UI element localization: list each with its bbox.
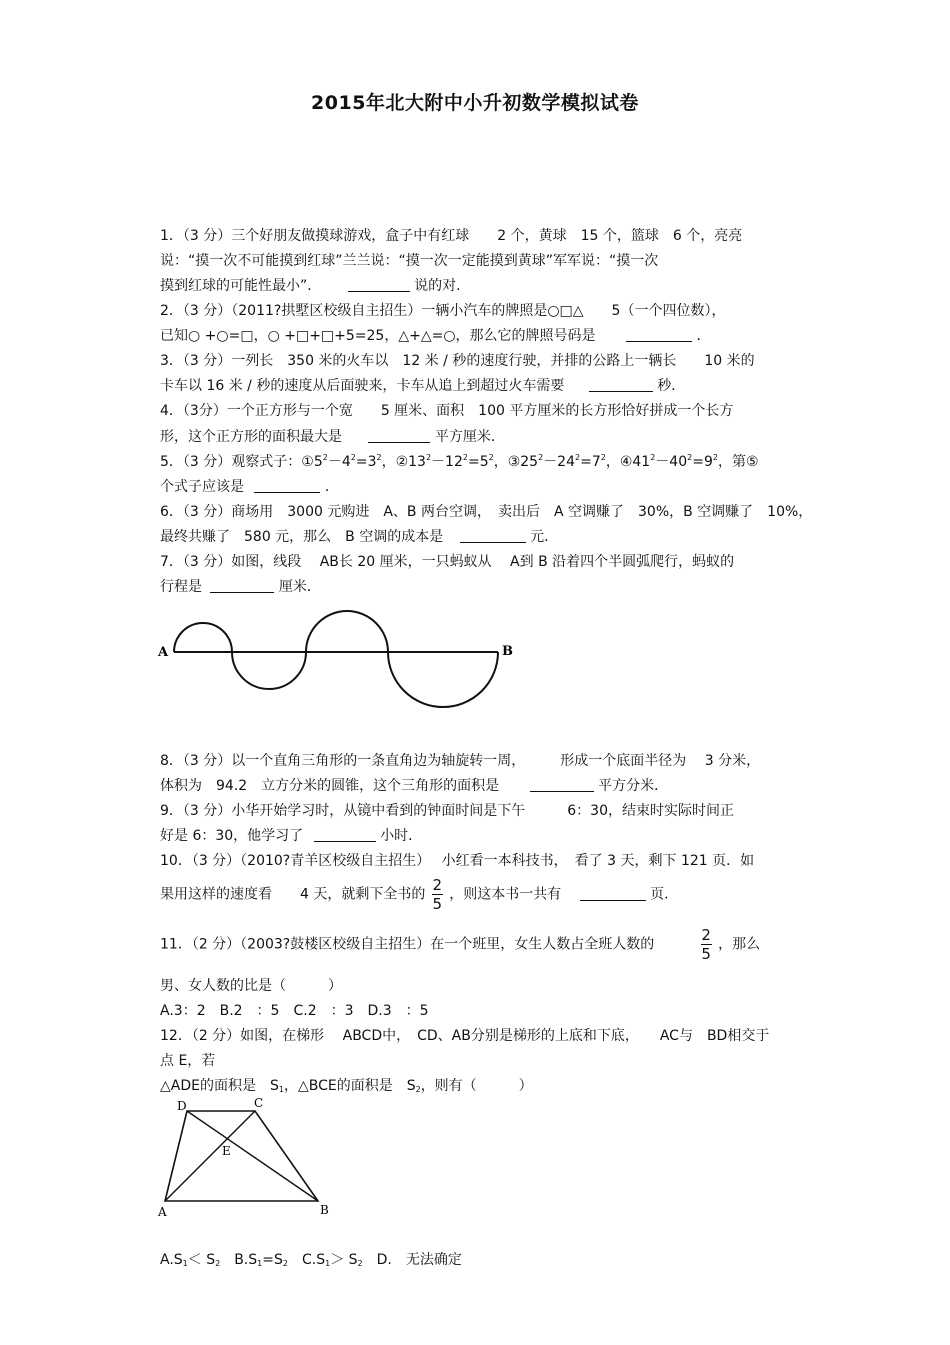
q12-option-part: A.S — [160, 1252, 183, 1268]
q4-line-2 — [160, 428, 505, 446]
q5-exp: 2 — [322, 453, 328, 462]
q9-line-1: 9．（3 分）小华开始学习时，从镜中看到的钟面时间是下午 6：30，结束时实际时间正 — [160, 803, 734, 819]
q5-expr-2b: －12 — [431, 454, 463, 470]
q6-answer-blank[interactable] — [460, 528, 526, 543]
q5-exp: 2 — [712, 453, 718, 462]
fraction-two-fifths — [701, 927, 712, 962]
q11-line-2: 男、女人数的比是（ ） — [160, 978, 342, 994]
q12-option-part: D. 无法确定 — [362, 1252, 462, 1268]
q2-line-2-text: 已知○ +○=□，○ +□+□+5=25，△+△=○，那么它的牌照号码是 — [160, 328, 596, 344]
q12-option-part: =S — [262, 1252, 283, 1268]
q5-exp: 2 — [350, 453, 356, 462]
q5-expr-4a: ，④41 — [605, 454, 651, 470]
arc-2 — [232, 652, 306, 689]
trapezoid-diagram — [150, 1095, 340, 1225]
q5-exp: 2 — [376, 453, 382, 462]
q10-line-2-text: 果用这样的速度看 4 天，就剩下全书的 — [160, 886, 426, 903]
fraction-two-fifths — [432, 877, 443, 912]
q3-line-2 — [160, 377, 685, 395]
q12-option-part: C.S — [287, 1252, 326, 1268]
q4-line-2-end: 平方厘米． — [434, 429, 505, 445]
diagonal-bd — [187, 1111, 318, 1201]
q5-expr-3b: －24 — [543, 454, 575, 470]
q5-line-2-text: 个式子应该是 — [160, 479, 244, 495]
q3-answer-blank[interactable] — [589, 377, 653, 392]
q5-answer-blank[interactable] — [254, 478, 320, 493]
q5-line-2-end: ． — [324, 479, 339, 495]
q7-line-2-end: 厘米． — [278, 579, 321, 595]
q10-line-2-end: 页． — [650, 886, 679, 903]
q12-line-2: 点 E，若 — [160, 1053, 216, 1069]
q11-line-1-text: 11．（2 分）（2003?鼓楼区校级自主招生）在一个班里，女生人数占全班人数的 — [160, 936, 655, 953]
q1-line-1: 1．（3 分）三个好朋友做摸球游戏，盒子中有红球 2 个，黄球 15 个，篮球 6 个，亮亮 — [160, 228, 743, 244]
q12-option-part: B.S — [220, 1252, 258, 1268]
q8-line-2 — [160, 777, 668, 795]
point-c-label: C — [254, 1096, 264, 1110]
q5-exp: 2 — [488, 453, 494, 462]
q9-line-2-end: 小时． — [380, 828, 423, 844]
fraction-denominator: 5 — [432, 895, 443, 913]
q5-line-2 — [160, 478, 339, 496]
fraction-numerator: 2 — [701, 926, 711, 944]
semicircle-diagram — [150, 600, 530, 725]
point-b-label: B — [320, 1203, 329, 1217]
q5-expr-3a: ，③25 — [493, 454, 539, 470]
q5-expr-4c: =9 — [692, 454, 713, 470]
fraction-numerator: 2 — [432, 876, 443, 894]
q2-line-2 — [160, 327, 710, 345]
subscript: 2 — [215, 1259, 221, 1268]
q6-line-2-end: 元． — [530, 529, 559, 545]
q3-line-2-end: 秒． — [657, 378, 686, 394]
q4-answer-blank[interactable] — [368, 428, 430, 443]
q7-line-2 — [160, 578, 321, 596]
q12-line-3a: △ADE的面积是 S — [160, 1078, 279, 1094]
q9-line-2 — [160, 827, 422, 845]
subscript: 1 — [278, 1085, 284, 1094]
q7-line-2-text: 行程是 — [160, 579, 202, 595]
q5-expr-2a: ，②13 — [381, 454, 426, 470]
q5-expr-4b: －40 — [655, 454, 688, 470]
q4-line-1: 4．（3分）一个正方形与一个宽 5 厘米、面积 100 平方厘米的长方形恰好拼成一个长方 — [160, 403, 734, 419]
q5-expr-3c: =7 — [580, 454, 601, 470]
q5-exp: 2 — [538, 453, 544, 462]
arc-1 — [174, 623, 232, 652]
subscript: 2 — [357, 1259, 363, 1268]
q5-exp: 2 — [650, 453, 656, 462]
q5-expr-end: ，第⑤ — [717, 454, 759, 470]
q8-line-2-text: 体积为 94.2 立方分米的圆锥，这个三角形的面积是 — [160, 778, 500, 794]
subscript: 1 — [325, 1259, 331, 1268]
q12-options — [160, 1251, 462, 1269]
q7-line-1: 7．（3 分）如图，线段 AB长 20 厘米，一只蚂蚁从 A到 B 沿着四个半圆弧爬行，蚂蚁的 — [160, 554, 735, 570]
q10-line-1: 10．（3 分）（2010?青羊区校级自主招生） 小红看一本科技书， 看了 3 天，剩下 121 页．如 — [160, 853, 755, 869]
q8-line-1: 8．（3 分）以一个直角三角形的一条直角边为轴旋转一周， 形成一个底面半径为 3 分米， — [160, 753, 761, 769]
q1-line-3-text: 摸到红球的可能性最小”． — [160, 278, 322, 294]
q6-line-1: 6．（3 分）商场用 3000 元购进 A、B 两台空调， 卖出后 A 空调赚了 30%，B 空调赚了 10%， — [160, 504, 813, 520]
subscript: 2 — [415, 1085, 421, 1094]
subscript: 1 — [182, 1259, 188, 1268]
arc-3 — [306, 611, 388, 652]
q1-line-3 — [160, 277, 470, 295]
q1-line-2: 说：“摸一次不可能摸到红球”兰兰说：“摸一次一定能摸到黄球”军军说：“摸一次 — [160, 253, 659, 269]
q5-exp: 2 — [600, 453, 606, 462]
diagonal-ac — [165, 1111, 255, 1201]
point-e-label: E — [222, 1144, 231, 1158]
point-d-label: D — [177, 1099, 187, 1113]
q1-line-3-end: 说的对． — [414, 278, 471, 294]
q2-answer-blank[interactable] — [626, 327, 692, 342]
arc-4 — [388, 652, 498, 707]
q9-answer-blank[interactable] — [314, 827, 376, 842]
q12-option-part: ＜ S — [187, 1252, 216, 1268]
q8-answer-blank[interactable] — [530, 777, 594, 792]
subscript: 2 — [282, 1259, 288, 1268]
q8-line-2-end: 平方分米． — [598, 778, 669, 794]
q5-expr-1b: －4 — [327, 454, 351, 470]
q5-exp: 2 — [687, 453, 693, 462]
q5-expr-1c: =3 — [355, 454, 377, 470]
q5-exp: 2 — [575, 453, 581, 462]
q12-line-3 — [160, 1077, 533, 1095]
q5-expr-2c: =5 — [467, 454, 489, 470]
q2-line-2-end: ． — [696, 328, 711, 344]
q5-expr-1a: 5．（3 分）观察式子：①5 — [160, 454, 323, 470]
q11-line-1 — [160, 927, 760, 962]
q3-line-2-text: 卡车以 16 米 / 秒的速度从后面驶来，卡车从追上到超过火车需要 — [160, 378, 565, 394]
q5-line-1 — [160, 453, 759, 471]
q1-answer-blank[interactable] — [348, 277, 410, 292]
point-b-label: B — [502, 644, 513, 659]
q5-exp: 2 — [462, 453, 468, 462]
q12-line-3b: ，△BCE的面积是 S — [283, 1078, 416, 1094]
q6-line-2 — [160, 528, 558, 546]
q9-line-2-text: 好是 6：30，他学习了 — [160, 828, 304, 844]
q6-line-2-text: 最终共赚了 580 元，那么 B 空调的成本是 — [160, 529, 444, 545]
fraction-denominator: 5 — [701, 945, 711, 963]
q12-line-1: 12．（2 分）如图，在梯形 ABCD中， CD、AB分别是梯形的上底和下底， AC与 BD相交于 — [160, 1028, 770, 1044]
point-a-label: A — [158, 1205, 167, 1219]
q3-line-1: 3．（3 分）一列长 350 米的火车以 12 米 / 秒的速度行驶，并排的公路上一辆长 10 米的 — [160, 353, 755, 369]
q10-line-2-mid: ，则这本书一共有 — [449, 886, 562, 903]
q5-exp: 2 — [425, 453, 432, 462]
point-a-label: A — [158, 645, 169, 660]
q10-answer-blank[interactable] — [580, 886, 646, 901]
q7-answer-blank[interactable] — [210, 578, 274, 593]
q4-line-2-text: 形，这个正方形的面积最大是 — [160, 429, 342, 445]
q10-line-2 — [160, 877, 678, 912]
q11-options: A.3：2 B.2 ：5 C.2 ：3 D.3 ：5 — [160, 1003, 429, 1019]
page-title: 2015年北大附中小升初数学模拟试卷 — [311, 92, 639, 114]
q12-option-part: ＞ S — [330, 1252, 358, 1268]
q12-line-3c: ，则有（ ） — [420, 1078, 533, 1094]
q2-line-1: 2．（3 分）（2011?拱墅区校级自主招生）一辆小汽车的牌照是○□△ 5（一个四位数）， — [160, 303, 726, 319]
q11-line-1-end: ，那么 — [718, 936, 761, 953]
subscript: 1 — [257, 1259, 263, 1268]
